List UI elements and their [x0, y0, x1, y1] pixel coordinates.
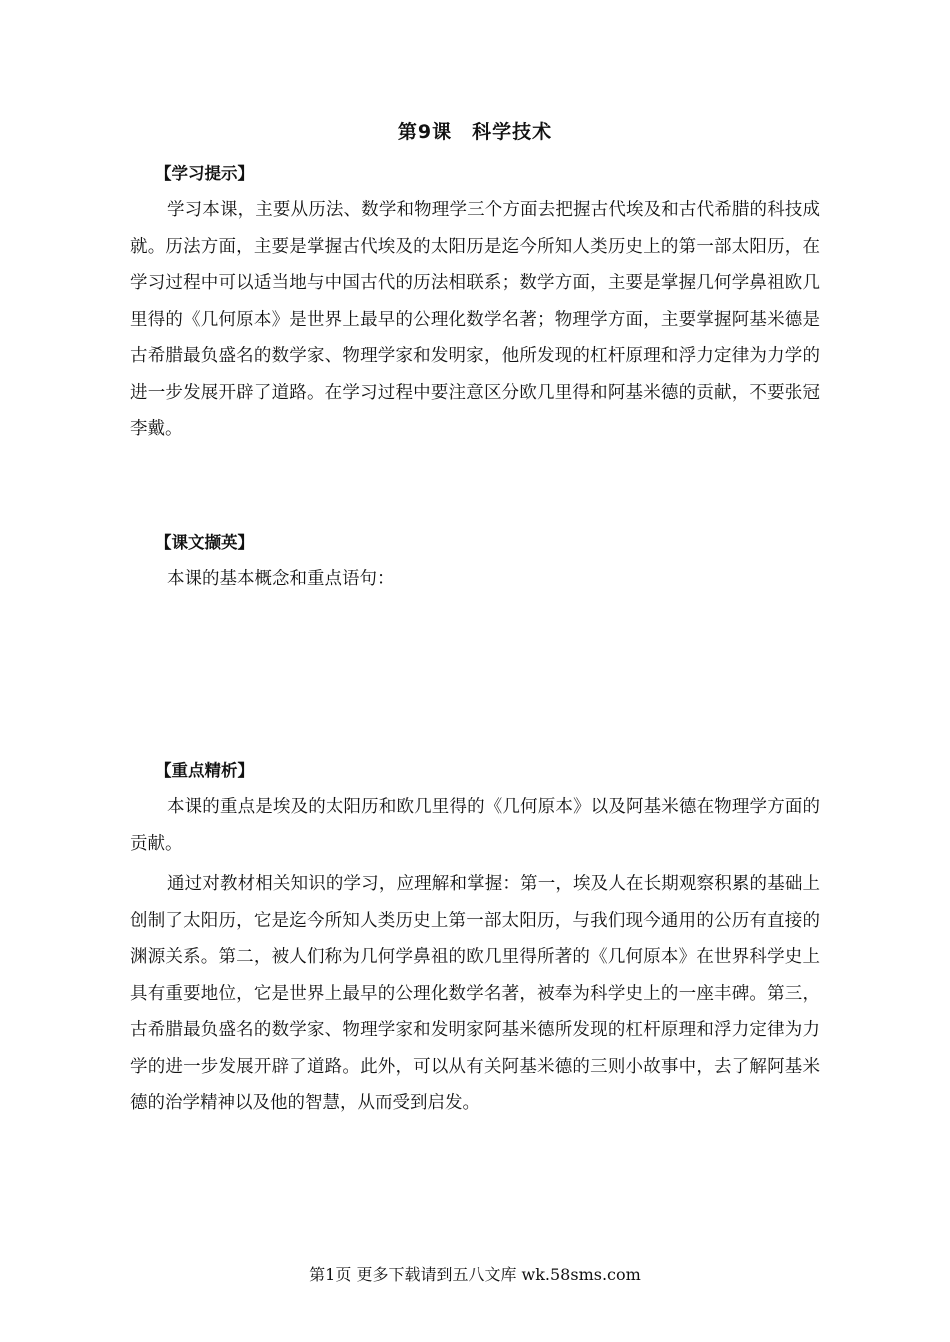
key-analysis-paragraph-1: 本课的重点是埃及的太阳历和欧几里得的《几何原本》以及阿基米德在物理学方面的贡献。: [130, 797, 820, 854]
page-footer: 第1页 更多下载请到五八文库 wk.58sms.com: [309, 1265, 641, 1284]
key-analysis-paragraph-2: 通过对教材相关知识的学习，应理解和掌握：第一，埃及人在长期观察积累的基础上创制了太阳历，它是迄今所知人类历史上第一部太阳历，与我们现今通用的公历有直接的渊源关系。第二，被人们称为几何学鼻祖的欧几里得所著的《几何原本》在世界科学史上具有重要地位，它是世界上最早的公理化数学名著，被奉为科学史上的一座丰碑。第三，古希腊最负盛名的数学家、物理学家和发明家阿基米德所发现的杠杆原理和浮力定律为力学的进一步发展开辟了道路。此外，可以从有关阿基米德的三则小故事中，去了解阿基米德的治学精神以及他的智慧，从而受到启发。: [130, 874, 820, 1113]
section-heading-text-highlights: 【课文撷英】: [155, 533, 254, 552]
section-heading-key-analysis: 【重点精析】: [155, 761, 254, 780]
page-title: 第9课 科学技术: [397, 121, 553, 143]
section-heading-study-tips: 【学习提示】: [155, 164, 254, 183]
text-highlights-paragraph: 本课的基本概念和重点语句：: [167, 569, 395, 589]
study-tips-paragraph: 学习本课，主要从历法、数学和物理学三个方面去把握古代埃及和古代希腊的科技成就。历法方面，主要是掌握古代埃及的太阳历是迄今所知人类历史上的第一部太阳历，在学习过程中可以适当地与中国古代的历法相联系；数学方面，主要是掌握几何学鼻祖欧几里得的《几何原本》是世界上最早的公理化数学名著；物理学方面，主要掌握阿基米德是古希腊最负盛名的数学家、物理学家和发明家，他所发现的杠杆原理和浮力定律为力学的进一步发展开辟了道路。在学习过程中要注意区分欧几里得和阿基米德的贡献，不要张冠李戴。: [130, 200, 820, 439]
